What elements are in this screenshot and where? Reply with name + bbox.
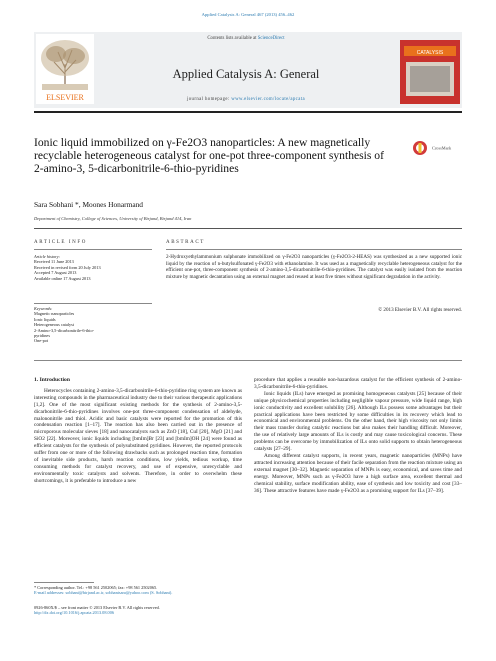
abstract-copyright: © 2013 Elsevier B.V. All rights reserved.: [378, 307, 462, 313]
keyword-item: 2-Amino-3,5-dicarbonitrile-6-thio-: [34, 327, 95, 333]
introduction-heading: 1. Introduction: [34, 377, 70, 383]
intro-paragraph: Ionic liquids (ILs) have emerged as promising homogeneous catalysts [25] because of their unique physicochemical properties including negligible vapour pressure, wide liquid range, high ionic conductivity and excellent solubility [26]. Although ILs possess some advantages but their practical applications have been restricted by some difficulties in its recovery which lead to economical and environmental problems. On the other hand, their high viscosity not only limits their mass transfer during catalytic reactions but also makes their handling difficult. Moreover, the use of relatively large amounts of ILs is costly and may cause toxicological concerns. These problems can be overcome by immobilization of ILs onto solid supports to obtain heterogeneous catalysts [27–29].: [254, 390, 462, 453]
article-info-heading: ARTICLE INFO: [34, 240, 87, 245]
footnote: [34, 585, 274, 596]
contents-line: [96, 36, 396, 41]
header-rule: [34, 111, 462, 113]
homepage-line: [96, 97, 396, 102]
keyword-item: Magnetic nanoparticles: [34, 311, 75, 317]
abstract-heading: ABSTRACT: [166, 240, 205, 245]
homepage-link[interactable]: www.elsevier.com/locate/apcata: [231, 97, 305, 102]
intro-paragraph: Among different catalyst supports, in recent years, magnetic nanoparticles (MNPs) have attracted increasing attention because of their facile separation from the reaction mixture using an external magnet [30–32]. Magnetic separation of MNPs is easy, economical, and saves time and energy. Moreover, MNPs such as γ-Fe2O3 have a high surface area, excellent thermal and chemical stability, surface modification ability, ease of synthesis and low toxicity and cost [33–36]. These attractive features have made γ-Fe2O3 as a promising support for ILs [37–39].: [254, 452, 462, 494]
article-history: [34, 254, 152, 281]
elsevier-tree-logo: [36, 34, 94, 104]
keyword-item: Heterogeneous catalyst: [34, 322, 74, 328]
history-item: Received in revised form 20 July 2013: [34, 264, 101, 270]
history-heading: Article history:: [34, 254, 61, 259]
issn-line: 0926-860X/$ – see front matter © 2013 Elsevier B.V. All rights reserved.: [34, 605, 160, 610]
homepage-prefix: journal homepage:: [187, 97, 232, 102]
crossmark-label: CrossMark: [432, 145, 452, 151]
body-column-right: [254, 377, 462, 494]
issn-block: [34, 605, 274, 616]
intro-paragraph: Heterocycles containing 2-amino-3,5-dicarbonitrile-6-thio-pyridine ring system are known as interesting compounds in the pharmaceutical industry due to their various therapeutic applications [1,2]. One of the most significant existing methods for the synthesis of 2-amino-3,5-dicarbonitrile-6-thio-pyridines involves one-pot three-component condensation of aldehyde, malononitrile and thiol. Acidic and basic catalysts were reported for the promotion of this condensation reaction [1–17]. The reaction has also been carried out in the presence of microporous molecular sieves [18] and nanocatalysts such as ZnO [18], CuI [20], MgO [21] and SiO2 [22]. Moreover, ionic liquids including [bmIm]Br [23] and [bmIm]OH [24] were found as efficient catalysts for the synthesis of polysubstituted pyridines. However, the reported protocols suffer from one or more of the following drawbacks such as prolonged reaction time, formation of inevitable side products, harsh reaction conditions, low yields, tedious workup, time consuming methods for catalyst recovery, and use of expensive, unrecyclable and environmentally toxic catalysts and solvents. Therefore, in order to overwhelm these shortcomings, it is preferable to introduce a new: [34, 387, 242, 484]
affiliation: Department of Chemistry, College of Sciences, University of Birjand, Birjand 414, Iran: [34, 216, 192, 221]
article-info-rule: [34, 249, 152, 250]
article-title: Ionic liquid immobilized on γ-Fe2O3 nanoparticles: A new magnetically recyclable heterogeneous catalyst for one-pot three-component synthesis of 2-amino-3, 5-dicarbonitrile-6-thio-pyridines: [34, 136, 384, 176]
history-item: Accepted 7 August 2013: [34, 270, 77, 276]
abstract-text: 2-Hydroxyethylammonium sulphonate immobilized on γ-Fe2O3 nanoparticles (γ-Fe2O3-2-HEAS) was synthesized as a new supported ionic liquid by the reaction of n-butylsulfonated γ-Fe2O3 with ethanolamine. It was used as a magnetically recyclable heterogeneous catalyst for the efficient one-pot, three-component synthesis of 2-amino-3,5-dicarbonitrile-6-thio-pyridines. The catalyst was easily isolated from the reaction mixture by magnetic decantation using an external magnet and reused at least five times without significant degradation in the activity.: [166, 254, 462, 280]
keyword-item: One-pot: [34, 338, 49, 344]
history-item: Received 11 June 2013: [34, 259, 74, 265]
sciencedirect-link[interactable]: ScienceDirect: [257, 36, 285, 41]
email-addresses[interactable]: E-mail addresses: sobhani@birjand.ac.ir, sobhanisara@yahoo.com (S. Sobhani).: [34, 590, 173, 596]
footnote-rule: [34, 582, 94, 583]
intro-paragraph: procedure that applies a reusable non-hazardous catalyst for the efficient synthesis of 2-amino-3,5-dicarbonitrile-6-thio-pyridines.: [254, 377, 462, 390]
author-list[interactable]: Sara Sobhani *, Moones Honarmand: [34, 200, 143, 209]
crossmark-badge[interactable]: [412, 139, 462, 157]
body-column-left: [34, 377, 242, 485]
abstract-rule: [166, 249, 462, 250]
keywords-heading: Keywords:: [34, 306, 53, 311]
journal-name: Applied Catalysis A: General: [172, 67, 320, 81]
journal-cover-thumbnail[interactable]: [400, 40, 460, 104]
keywords-rule: [34, 303, 152, 304]
cover-label: CATALYSIS: [416, 50, 444, 56]
history-item: Available online 17 August 2013: [34, 275, 91, 281]
keyword-item: pyridines: [34, 333, 50, 339]
section-rule: [34, 228, 462, 229]
corresponding-author-note: * Corresponding author. Tel.: +98 561 2502065; fax: +98 561 2502065.: [34, 585, 158, 590]
crossmark-icon: [412, 140, 428, 156]
keywords: [34, 306, 152, 344]
running-head[interactable]: Applied Catalysis A: General 467 (2013) 456–462: [201, 12, 295, 17]
body-rule: [34, 360, 462, 361]
contents-prefix: Contents lists available at: [207, 36, 258, 41]
doi-link[interactable]: http://dx.doi.org/10.1016/j.apcata.2013.08.006: [34, 610, 115, 616]
keyword-item: Ionic liquids: [34, 316, 56, 322]
elsevier-wordmark: ELSEVIER: [46, 93, 84, 102]
